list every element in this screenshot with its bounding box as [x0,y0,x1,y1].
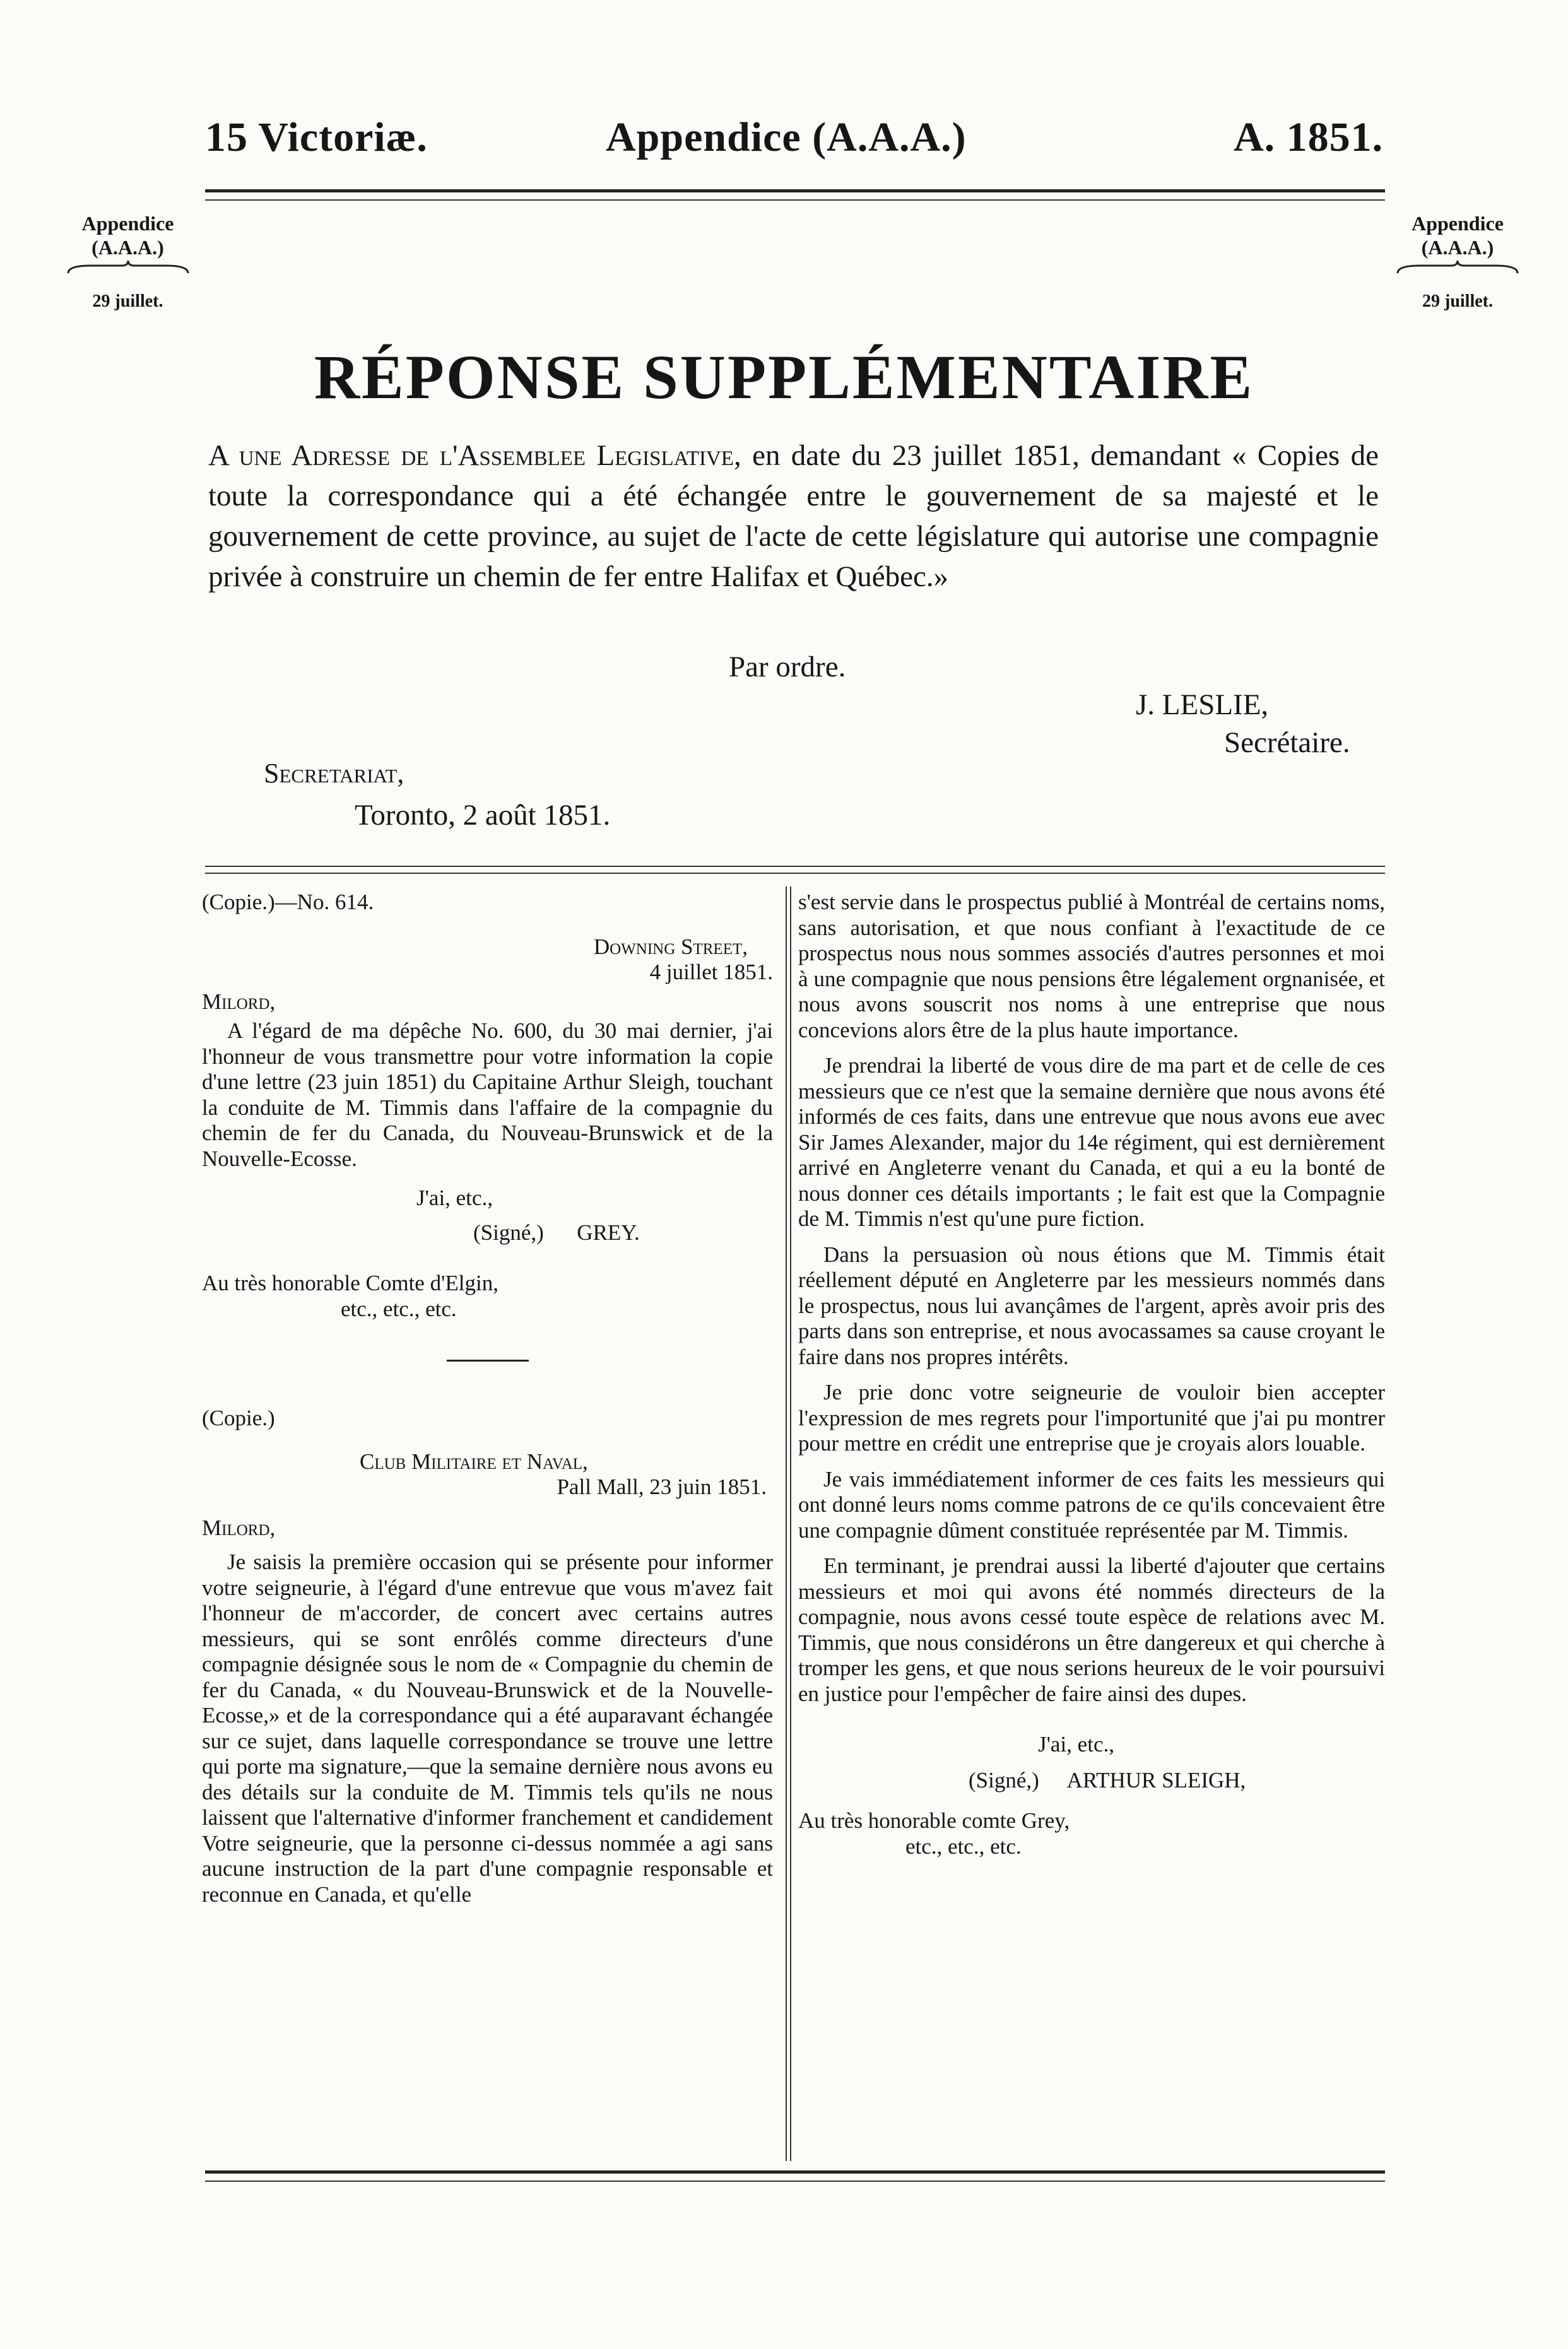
letter1-recipient-text: Au très honorable Comte d'Elgin, [202,1271,498,1295]
intro-paragraph [208,435,1379,597]
section-rule-2 [205,873,1385,874]
order-place-date: Toronto, 2 août 1851. [355,799,611,832]
letter2-body: Je saisis la première occasion qui se présente pour informer votre seigneurie, à l'égard d'une entrevue que vous m'avez fait l'honneur de m'accorder, de concert avec certains autres messieurs, qui se sont enrôlés comme directeurs d'une compagnie désignée sous le nom de « Compagnie du chemin de fer du Canada, « du Nouveau-Brunswick et de la Nouvelle-Ecosse,» et de la correspondance qui a été auparavant échangée sur ce sujet, dans laquelle correspondance se trouve une lettre qui porte ma signature,—que la semaine dernière nous avons eu des détails sur la conduite de M. Timmis tels qu'ils ne nous laissent que l'alternative d'informer franchement et candidement Votre seigneurie, que la personne ci-dessus nommée a agi sans aucune instruction de la part d'une compagnie responsable et reconnue en Canada, et qu'elle [202,1550,773,1907]
letter2-address: Club Militaire et Naval, [360,1449,588,1474]
footer-rule-1 [205,2170,1385,2174]
brace-icon [1388,259,1527,276]
par-ordre: Par ordre. [729,651,846,683]
header-center: Appendice (A.A.A.) [606,114,967,160]
letter1-salutation: Milord, [202,989,276,1014]
margin-note-right [1388,211,1527,314]
letter1-signed-label: (Signé,) [473,1220,544,1245]
copy-label-1: (Copie.)—No. 614. [202,890,374,914]
right-column [798,890,1385,1859]
letter1-body: A l'égard de ma dépêche No. 600, du 30 mai dernier, j'ai l'honneur de vous transmettre pour votre information la copie d'une lettre (23 juin 1851) du Capitaine Arthur Sleigh, touchant la conduite de M. Timmis dans l'affaire de la compagnie du chemin de fer du Canada, du Nouveau-Brunswick et de la Nouvelle-Ecosse. [202,1018,773,1171]
letter2-para-1: s'est servie dans le prospectus publié à Montréal de certains noms, sans autorisation, et que nous confiant à l'exactitude de ce prospectus nous nous sommes associés d'autres personnes et moi à une compagnie que nous pensions être légalement orgnanisée, et nous avons souscrit nos noms à une entreprise que nous concevions alors être de la plus haute importance. [798,890,1385,1042]
margin-left-label: Appendice [81,212,174,235]
column-divider-2 [790,886,791,2161]
section-rule-1 [205,866,1385,867]
page-title: RÉPONSE SUPPLÉMENTAIRE [314,342,1254,412]
letter2-para-2: Je prendrai la liberté de vous dire de ma part et de celle de ces messieurs que ce n'est que la semaine dernière que nous avons été informés de ces faits, dans une entrevue que nous avons eue avec Sir James Alexander, major du 14e régiment, qui est dernièrement arrivé en Angleterre venant du Canada, et qui a eu la bonté de nous donner ces détails importants ; le fait est que la Compagnie de M. Timmis n'est qu'une pure fiction. [798,1053,1385,1231]
intro-text: en date du 23 juillet 1851, demandant « Copies de toute la correspondance qui a été échangée entre le gouvernement de sa majesté et le gouvernement de cette province, au sujet de l'acte de cette législature qui autorise une compagnie privée à construire un chemin de fer entre Halifax et Québec.» [208,439,1379,593]
copy-label-2: (Copie.) [202,1406,275,1430]
order-signer-title: Secrétaire. [1224,726,1350,759]
column-divider [786,886,787,2161]
letter2-date: Pall Mall, 23 juin 1851. [557,1475,767,1499]
letter1-recipient [202,1271,773,1297]
header-right: A. 1851. [1234,114,1384,160]
letter2-para-6: En terminant, je prendrai aussi la liberté d'ajouter que certains messieurs et moi qui avons été nommés directeurs de la compagnie, nous avons cessé toute espèce de relations avec M. Timmis, que nous considérons un être dangereux et qui cherche à tromper les gens, et que nous serions heureux de le voir poursuivi en justice pour l'empêcher de faire ainsi des dupes. [798,1553,1385,1706]
header-left: 15 Victoriæ. [205,114,428,160]
letter2-salutation: Milord, [202,1515,276,1540]
margin-left-date: 29 juillet. [92,291,163,311]
header-rule-top [205,189,1385,192]
margin-right-code: (A.A.A.) [1421,236,1494,259]
letter2-closing: J'ai, etc., [1038,1732,1114,1757]
letter1-signed-name: GREY. [577,1220,640,1245]
order-office: Secretariat, [264,758,404,789]
brace-icon [60,259,196,276]
letter2-signed-label: (Signé,) [969,1767,1039,1793]
letter2-recipient-etc: etc., etc., etc. [905,1834,1022,1859]
letter2-para-5: Je vais immédiatement informer de ces faits les messieurs qui ont donné leurs noms comme patrons de ce qu'ils concevaient être une compagnie dûment constituée représentée par M. Timmis. [798,1466,1385,1543]
footer-rule-2 [205,2181,1385,2182]
left-column [202,890,773,1907]
margin-note-left [60,211,196,314]
letter1-address: Downing Street, [593,934,748,959]
letter1-signature [202,1220,773,1246]
intro-lead: A une Adresse de l'Assemblee Legislative, [208,439,741,472]
letter1-recipient-etc: etc., etc., etc. [341,1296,457,1321]
letter2-para-4: Je prie donc votre seigneurie de vouloir bien accepter l'expression de mes regrets pour l'importunité que j'ai pu montrer pour mettre en crédit une entreprise que je croyais alors louable. [798,1380,1385,1456]
margin-right-date: 29 juillet. [1422,291,1493,311]
margin-left-code: (A.A.A.) [91,236,164,259]
letter2-signature [798,1768,1385,1794]
letter2-recipient: Au très honorable comte Grey, [798,1808,1070,1833]
letter2-signed-name: ARTHUR SLEIGH, [1066,1767,1246,1793]
letter1-closing: J'ai, etc., [416,1186,493,1210]
header-rule-bottom [205,199,1385,201]
margin-right-label: Appendice [1412,212,1504,235]
letter1-date: 4 juillet 1851. [649,960,773,984]
letter-separator [447,1360,529,1362]
letter2-para-3: Dans la persuasion où nous étions que M. Timmis était réellement député en Angleterre par les messieurs nommés dans le prospectus, nous lui avançâmes de l'argent, après avoir pris des parts dans son entreprise, et nous avocassames sa cause croyant le faire dans nos propres intérêts. [798,1242,1385,1369]
order-signer: J. LESLIE, [1136,688,1269,721]
